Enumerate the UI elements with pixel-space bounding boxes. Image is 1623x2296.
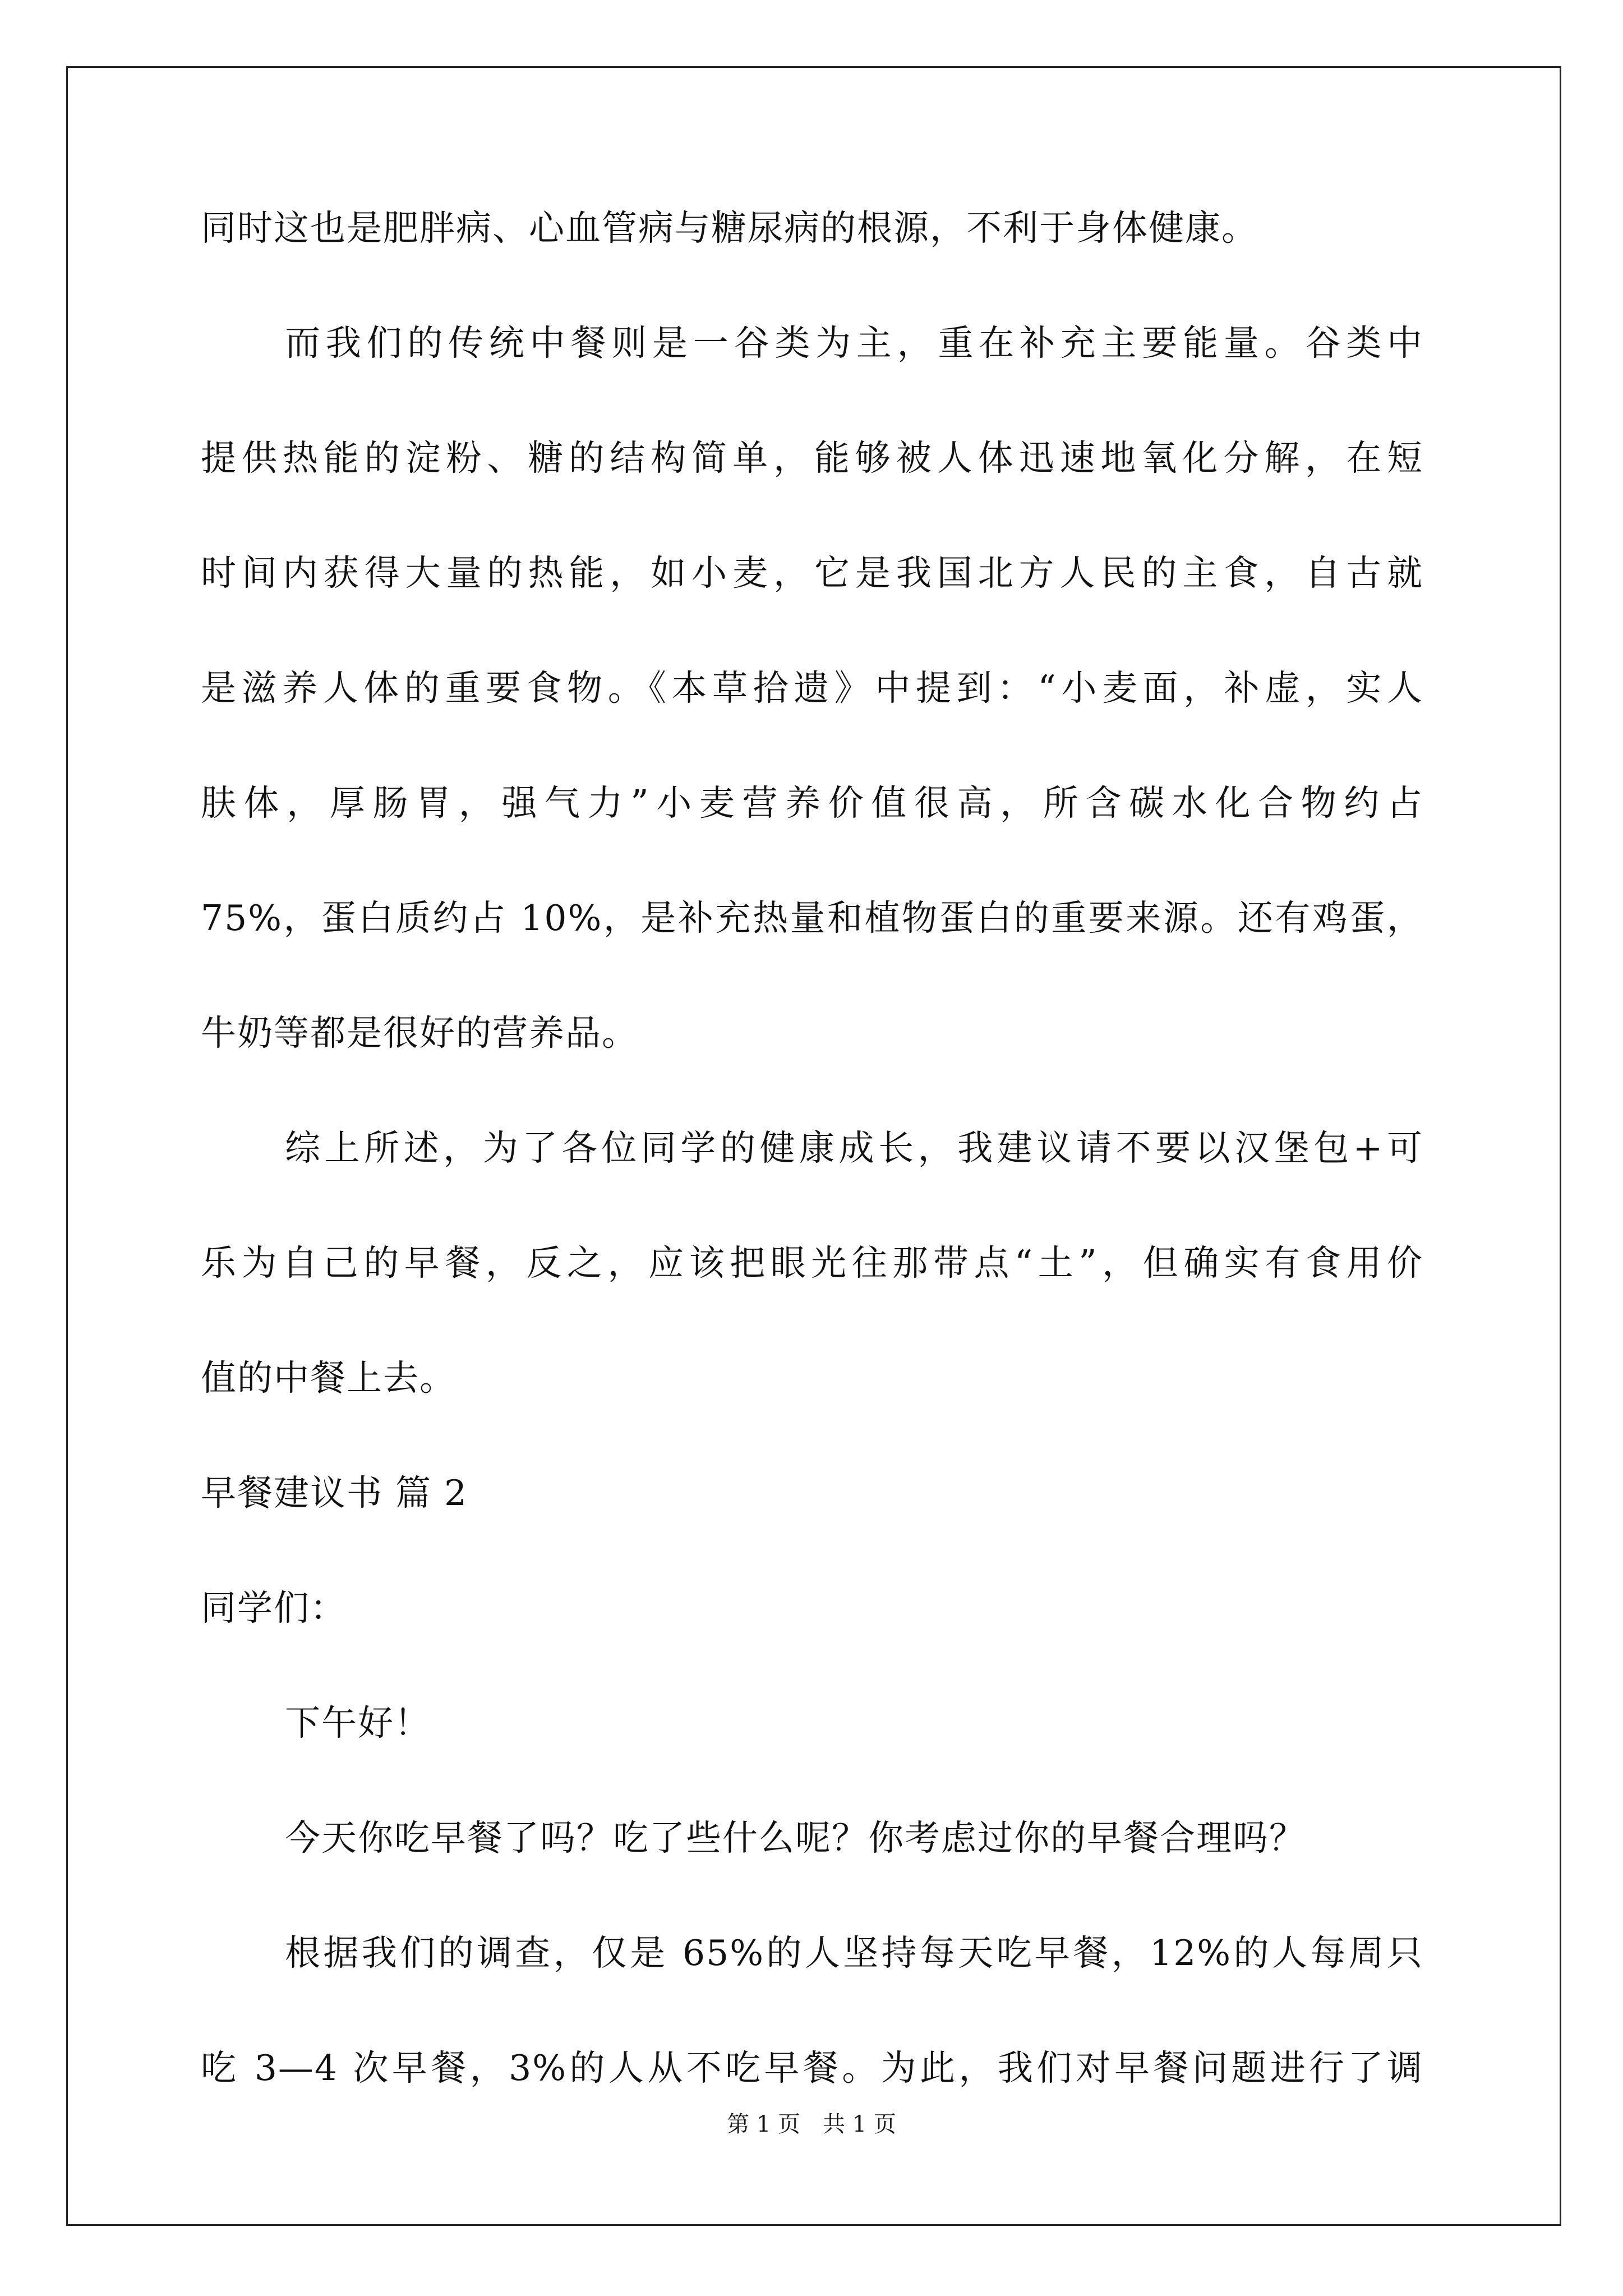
text-line-3: 提供热能的淀粉、糖的结构简单，能够被人体迅速地氧化分解，在短 [201, 438, 1423, 478]
text-line-5: 是滋养人体的重要食物。《本草拾遗》中提到：“小麦面，补虚，实人 [201, 668, 1423, 708]
text-line-2: 而我们的传统中餐则是一谷类为主，重在补充主要能量。谷类中 [285, 323, 1423, 364]
text-line-1: 同时这也是肥胖病、心血管病与糖尿病的根源，不利于身体健康。 [201, 208, 1258, 249]
text-line-9: 综上所述，为了各位同学的健康成长，我建议请不要以汉堡包+可 [285, 1128, 1423, 1168]
text-line-8: 牛奶等都是很好的营养品。 [201, 1013, 638, 1053]
text-line-17: 吃 3—4 次早餐，3%的人从不吃早餐。为此，我们对早餐问题进行了调 [201, 2047, 1423, 2088]
salutation: 同学们： [201, 1588, 347, 1628]
greeting: 下午好！ [285, 1703, 431, 1743]
text-line-7: 75%，蛋白质约占 10%，是补充热量和植物蛋白的重要来源。还有鸡蛋， [201, 898, 1423, 938]
section-heading: 早餐建议书 篇 2 [201, 1473, 468, 1513]
text-line-6: 肤体，厚肠胃，强气力”小麦营养价值很高，所含碳水化合物约占 [201, 783, 1423, 823]
text-line-11: 值的中餐上去。 [201, 1358, 456, 1398]
text-line-16: 根据我们的调查，仅是 65%的人坚持每天吃早餐，12%的人每周只 [285, 1932, 1423, 1973]
text-line-4: 时间内获得大量的热能，如小麦，它是我国北方人民的主食，自古就 [201, 553, 1423, 593]
text-line-15: 今天你吃早餐了吗？吃了些什么呢？你考虑过你的早餐合理吗？ [285, 1818, 1306, 1858]
text-line-10: 乐为自己的早餐，反之，应该把眼光往那带点“土”，但确实有食用价 [201, 1243, 1423, 1283]
page-number-footer: 第 1 页 共 1 页 [727, 2111, 896, 2137]
